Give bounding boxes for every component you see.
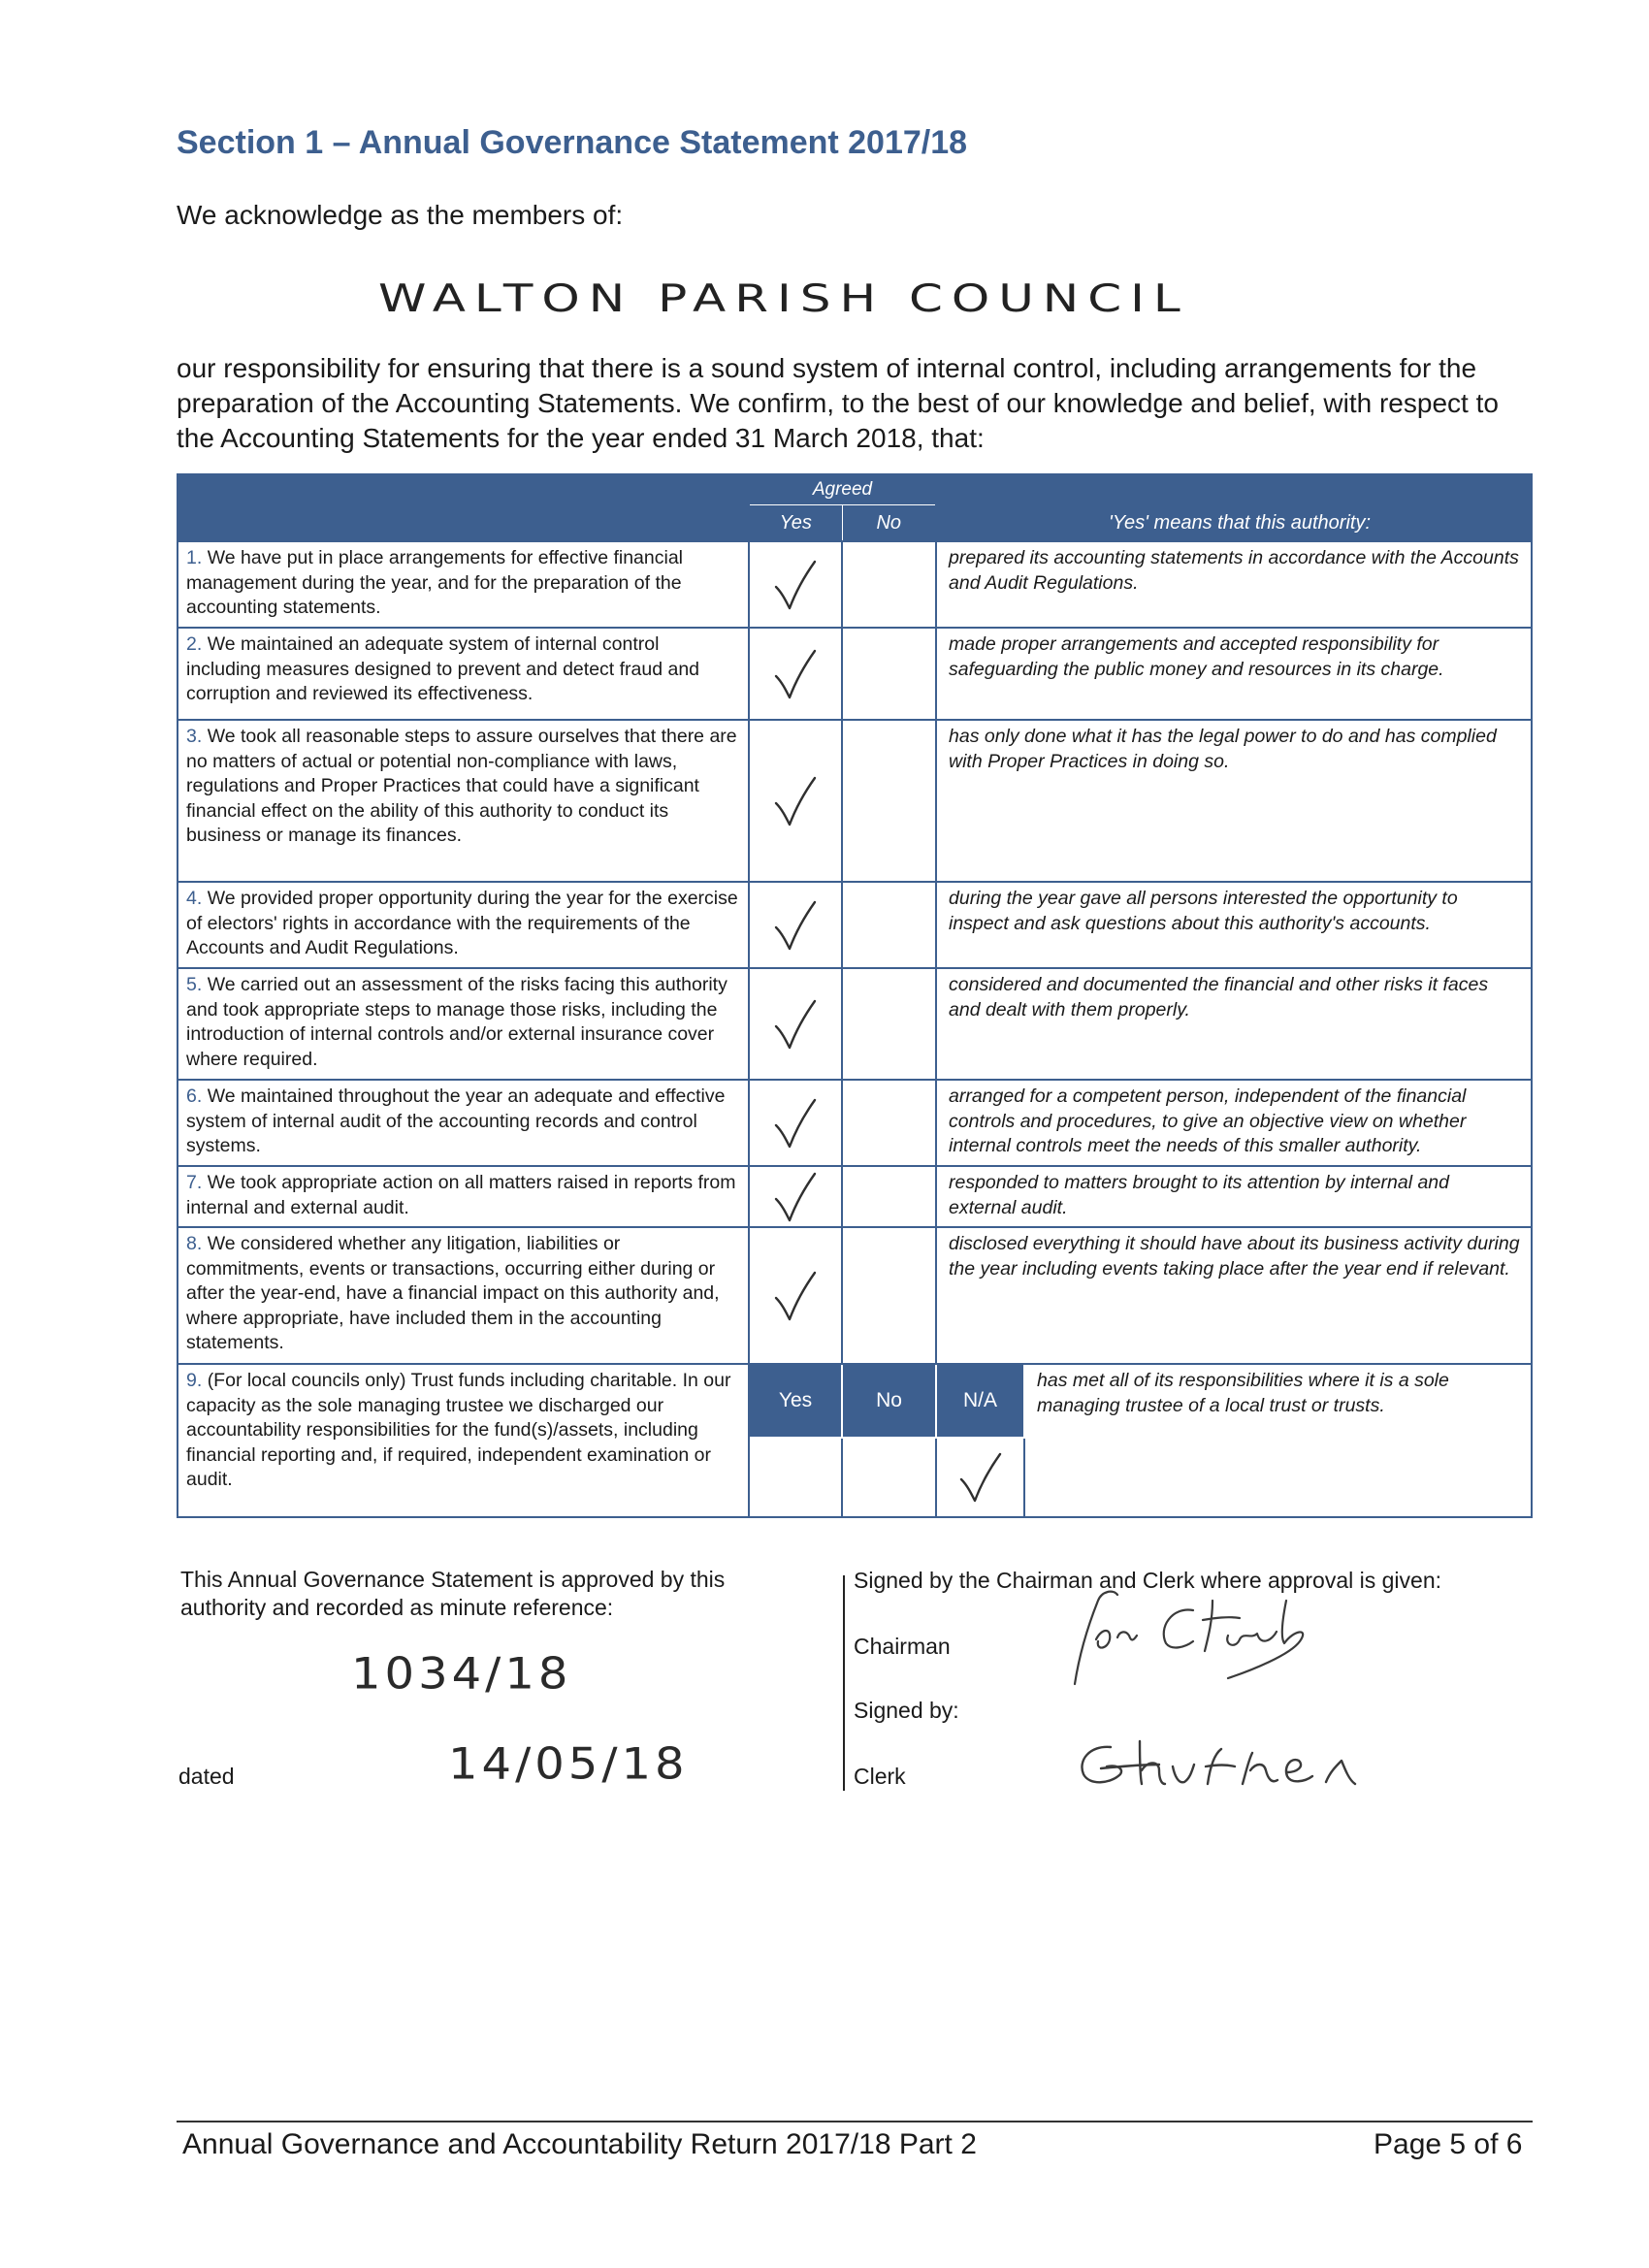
yes-checkbox[interactable]	[749, 1080, 842, 1166]
means-cell: during the year gave all persons interested the opportunity to inspect and ask questions about this authority's accounts.	[936, 882, 1532, 968]
check-mark-icon	[750, 558, 841, 612]
statement-text: We maintained throughout the year an adequate and effective system of internal audit of the accounting records and control systems.	[186, 1085, 726, 1156]
statement-number: 5.	[186, 974, 203, 995]
statement-cell	[178, 968, 749, 1080]
minute-reference: 1034/18	[351, 1649, 572, 1700]
governance-table	[177, 473, 1533, 1518]
agreed-header: Agreed	[749, 474, 936, 505]
yes-checkbox[interactable]	[749, 882, 842, 968]
statement-cell	[178, 1227, 749, 1364]
page-number: Page 5 of 6	[1374, 2128, 1523, 2160]
trust-na-header: N/A	[936, 1364, 1024, 1438]
table-row	[178, 1080, 1532, 1166]
statement-cell	[178, 541, 749, 628]
dated-label: dated	[178, 1764, 235, 1789]
yes-checkbox[interactable]	[749, 628, 842, 720]
approval-text: This Annual Governance Statement is approved by this authority and recorded as minute reference:	[180, 1567, 726, 1620]
signed-by-text: Signed by the Chairman and Clerk where approval is given:	[854, 1568, 1441, 1593]
statement-header	[178, 474, 749, 541]
no-checkbox[interactable]	[842, 1166, 936, 1227]
dated-value: 14/05/18	[448, 1739, 689, 1790]
no-checkbox[interactable]	[842, 968, 936, 1080]
yes-checkbox[interactable]	[749, 1166, 842, 1227]
signed-by-label: Signed by:	[854, 1698, 959, 1723]
means-cell: made proper arrangements and accepted responsibility for safeguarding the public money and resources in its charge.	[936, 628, 1532, 720]
statement-cell	[178, 1080, 749, 1166]
council-name: WALTON PARISH COUNCIL	[378, 276, 1189, 321]
means-header: 'Yes' means that this authority:	[936, 474, 1532, 541]
means-cell: has met all of its responsibilities where it is a sole managing trustee of a local trust or trusts.	[1024, 1364, 1532, 1517]
check-mark-icon	[750, 997, 841, 1052]
statement-number: 4.	[186, 888, 203, 909]
table-row-trust	[178, 1364, 1532, 1438]
table-row	[178, 968, 1532, 1080]
page-title: Section 1 – Annual Governance Statement 2017/18	[177, 124, 968, 161]
statement-number: 1.	[186, 547, 203, 568]
check-mark-icon	[750, 647, 841, 701]
trust-no-checkbox[interactable]	[842, 1438, 936, 1517]
no-checkbox[interactable]	[842, 720, 936, 882]
clerk-label: Clerk	[854, 1764, 906, 1789]
means-cell: arranged for a competent person, independent of the financial controls and procedures, to give an objective view on whether internal controls meet the needs of this smaller authority.	[936, 1080, 1532, 1166]
statement-number: 6.	[186, 1085, 203, 1107]
statement-number: 2.	[186, 633, 203, 655]
statement-cell	[178, 1166, 749, 1227]
statement-number: 3.	[186, 726, 203, 747]
yes-checkbox[interactable]	[749, 720, 842, 882]
means-cell: considered and documented the financial and other risks it faces and dealt with them properly.	[936, 968, 1532, 1080]
means-cell: responded to matters brought to its attention by internal and external audit.	[936, 1166, 1532, 1227]
statement-text: We carried out an assessment of the risks facing this authority and took appropriate steps to manage those risks, including the introduction of internal controls and/or external insurance cover where required.	[186, 974, 728, 1070]
statement-text: We considered whether any litigation, liabilities or commitments, events or transactions, occurring either during or after the year-end, have a financial impact on this authority and, where appropriate, have included them in the accounting statements.	[186, 1233, 720, 1353]
statement-text: We took appropriate action on all matters raised in reports from internal and external audit.	[186, 1172, 736, 1218]
trust-yes-header: Yes	[749, 1364, 842, 1438]
check-mark-icon	[750, 1096, 841, 1150]
no-checkbox[interactable]	[842, 1080, 936, 1166]
table-row	[178, 1166, 1532, 1227]
no-checkbox[interactable]	[842, 882, 936, 968]
yes-checkbox[interactable]	[749, 1227, 842, 1364]
clerk-signature	[1072, 1732, 1440, 1804]
table-row	[178, 541, 1532, 628]
statement-text: (For local councils only) Trust funds including charitable. In our capacity as the sole managing trustee we discharged our accountability responsibilities for the fund(s)/assets, including financial reporting and, if required, independent examination or audit.	[186, 1370, 731, 1490]
table-row	[178, 720, 1532, 882]
no-checkbox[interactable]	[842, 628, 936, 720]
table-row	[178, 1227, 1532, 1364]
footer-divider	[177, 2121, 1533, 2122]
signature-divider	[843, 1575, 845, 1791]
trust-no-header: No	[842, 1364, 936, 1438]
trust-yes-checkbox[interactable]	[749, 1438, 842, 1517]
table-row	[178, 628, 1532, 720]
means-cell: disclosed everything it should have about its business activity during the year including events taking place after the year end if relevant.	[936, 1227, 1532, 1364]
statement-number: 8.	[186, 1233, 203, 1254]
statement-text: We maintained an adequate system of internal control including measures designed to prevent and detect fraud and corruption and reviewed its effectiveness.	[186, 633, 700, 704]
trust-na-checkbox[interactable]	[936, 1438, 1024, 1517]
no-checkbox[interactable]	[842, 541, 936, 628]
chairman-signature	[1057, 1581, 1348, 1693]
table-row	[178, 882, 1532, 968]
check-mark-icon	[750, 898, 841, 953]
yes-header: Yes	[749, 505, 842, 542]
responsibility-text: our responsibility for ensuring that there is a sound system of internal control, including arrangements for the preparation of the Accounting Statements. We confirm, to the best of our knowledge and belief, with respect to the Accounting Statements for the year ended 31 March 2018, that:	[177, 353, 1499, 453]
statement-cell	[178, 720, 749, 882]
no-checkbox[interactable]	[842, 1227, 936, 1364]
check-mark-icon	[750, 1170, 841, 1224]
statement-text: We took all reasonable steps to assure ourselves that there are no matters of actual or potential non-compliance with laws, regulations and Proper Practices that could have a significant financial effect on the ability of this authority to conduct its business or manage its finances.	[186, 726, 737, 846]
yes-checkbox[interactable]	[749, 541, 842, 628]
means-cell: has only done what it has the legal power to do and has complied with Proper Practices in doing so.	[936, 720, 1532, 882]
check-mark-icon	[750, 774, 841, 828]
acknowledge-text: We acknowledge as the members of:	[177, 200, 624, 230]
chairman-label: Chairman	[854, 1634, 951, 1659]
check-mark-icon	[750, 1269, 841, 1323]
check-mark-icon	[937, 1450, 1023, 1505]
statement-cell	[178, 1364, 749, 1517]
footer-title: Annual Governance and Accountability Return 2017/18 Part 2	[182, 2128, 977, 2160]
no-header: No	[842, 505, 936, 542]
statement-text: We provided proper opportunity during the year for the exercise of electors' rights in accordance with the requirements of the Accounts and Audit Regulations.	[186, 888, 738, 958]
yes-checkbox[interactable]	[749, 968, 842, 1080]
statement-number: 9.	[186, 1370, 203, 1391]
statement-number: 7.	[186, 1172, 203, 1193]
statement-cell	[178, 882, 749, 968]
statement-cell	[178, 628, 749, 720]
statement-text: We have put in place arrangements for effective financial management during the year, and for the preparation of the accounting statements.	[186, 547, 683, 618]
means-cell: prepared its accounting statements in accordance with the Accounts and Audit Regulations.	[936, 541, 1532, 628]
